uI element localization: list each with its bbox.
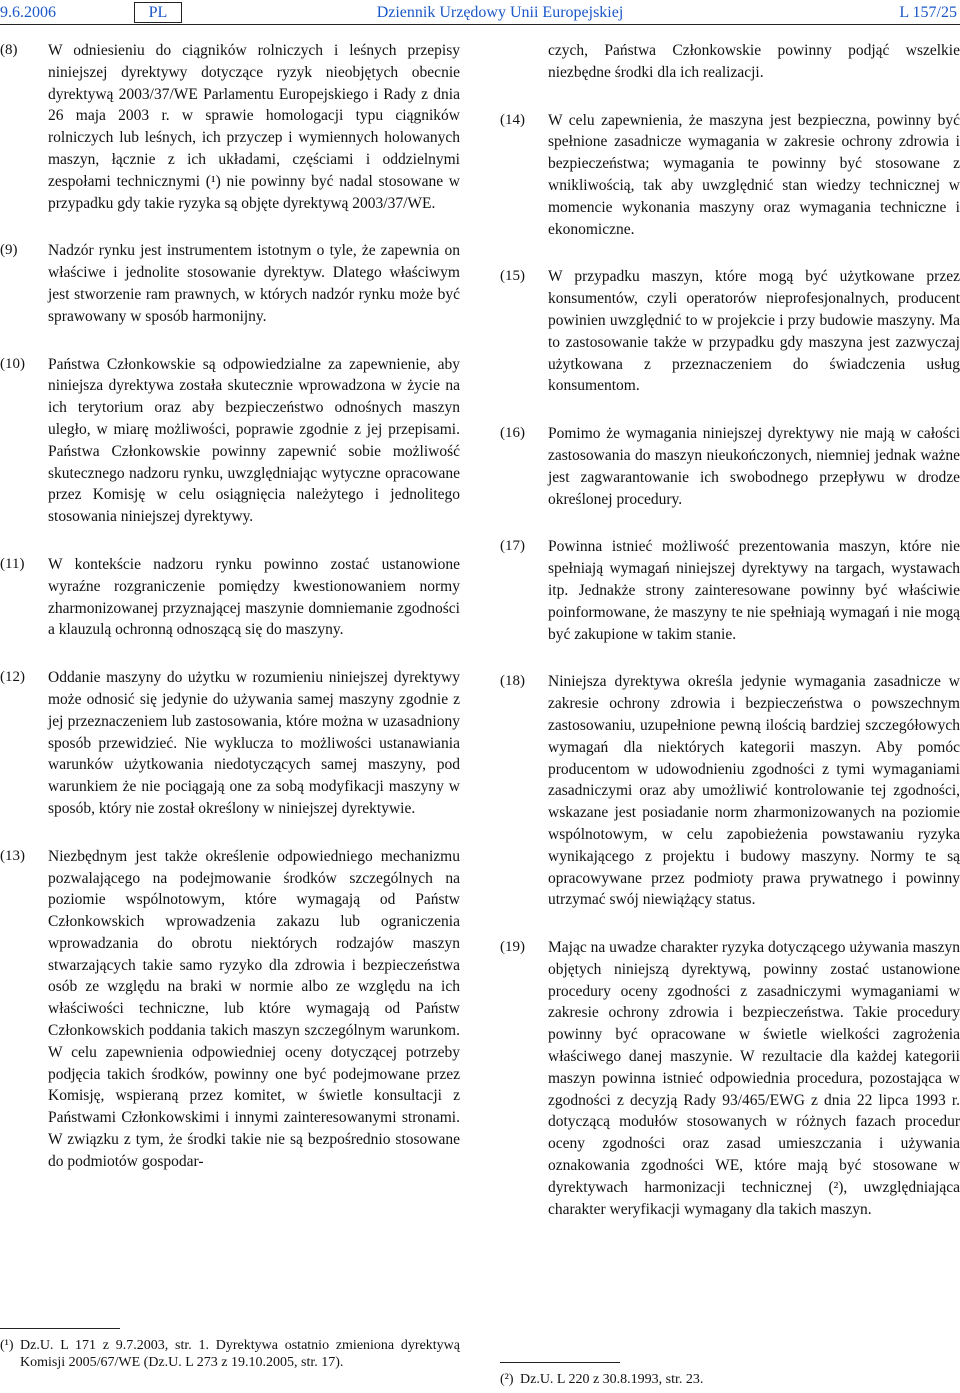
recital-number: (13) (0, 847, 25, 864)
recital-number: (10) (0, 355, 25, 372)
footnote-rule-right (500, 1362, 620, 1363)
recital-text: Nadzór rynku jest instrumentem istotnym o tyle, że zapewnia on właściwe i jednolite stosowanie dyrektyw. Dlatego właściwym jest stworzenie ram prawnych, w których nadzór rynku może być sprawowany w sposób harmonijny. (48, 242, 460, 325)
recital-text: Państwa Członkowskie są odpowiedzialne za zapewnienie, aby niniejsza dyrektywa została skutecznie wprowadzona w życie na ich terytorium oraz aby bezpieczeństwo odnośnych maszyn uległo, w miarę możliwości, poprawie zgodnie z jej przepisami. Państwa Członkowskie powinny zapewnić sobie możliwość skutecznego nadzoru rynku, uwzględniając wytyczne opracowane przez Komisję w celu osiągnięcia należytego i jednolitego stosowania niniejszej dyrektywy. (48, 355, 460, 526)
recital-text: W celu zapewnienia, że maszyna jest bezpieczna, powinny być spełnione zasadnicze wymagania w zakresie ochrony zdrowia i bezpieczeństwa; wymagania te powinny być stosowane z wnikliwością, tak aby uwzględnić stan wiedzy technicznej w momencie wykonania maszyny oraz wymagania techniczne i ekonomiczne. (548, 111, 960, 238)
recital-12 (0, 667, 460, 820)
recital-number: (14) (500, 111, 525, 128)
recital-text: Niniejsza dyrektywa określa jedynie wymagania zasadnicze w zakresie ochrony zdrowia i bezpieczeństwa o powszechnym zastosowaniu, uzupełnione pewną ilością bardziej szczegółowych wymagań dla niektórych kategorii maszyn. Aby pomóc producentom w udowodnieniu zgodności z tymi wymaganiami zasadniczymi oraz aby umożliwić kontrolowanie tej zgodności, wskazane jest posiadanie norm zharmonizowanych na poziomie wspólnotowym, w celu zapobieżenia powstawaniu ryzyka wynikającego z projektu i budowy maszyny. Normy te są opracowywane przez podmioty prawa prywatnego i powinny utrzymać swój niewiążący status. (548, 673, 960, 909)
recital-text: Niezbędnym jest także określenie odpowiedniego mechanizmu pozwalającego na podejmowanie środków szczególnych na poziomie wspólnotowym, które wymagają od Państw Członkowskich wprowadzenia zakazu lub ograniczenia wprowadzania do obrotu niektórych rodzajów maszyn stwarzających takie samo ryzyko dla zdrowia i bezpieczeństwa osób ze względu na braki w normie albo ze względu na ich właściwości techniczne, lub które wymagają od Państw Członkowskich poddania takich maszyn szczególnym warunkom. W celu zapewnienia odpowiedniej oceny dotyczącej potrzeby podjęcia takich środków, powinny one być podejmowane przez Komisję, wspieraną przez komitet, w świetle konsultacji z Państwami Członkowskimi i innymi zainteresowanymi stronami. W związku z tym, że środki takie nie są bezpośrednio stosowane do podmiotów gospodar- (48, 847, 460, 1170)
recital-text: W kontekście nadzoru rynku powinno zostać ustanowione wyraźne rozgraniczenie pomiędzy kwestionowaniem normy zharmonizowanej przyznającej maszynie domniemanie zgodności a klauzulą ochronną odnoszącą się do maszyny. (48, 555, 460, 639)
recital-10 (0, 354, 460, 528)
recital-number: (9) (0, 242, 18, 259)
recital-9 (0, 240, 460, 327)
page-number: L 157/25 (899, 4, 957, 21)
recital-text: W przypadku maszyn, które mogą być użytkowane przez konsumentów, czyli operatorów nieprofesjonalnych, producent powinien uwzględnić to w projekcie i przy budowie maszyny. Ma to zastosowanie także w przypadku gdy maszyna jest zazwyczaj użytkowana z przeznaczeniem do świadczenia usług konsumentom. (548, 268, 960, 395)
publication-date: 9.6.2006 (0, 4, 56, 21)
page-header (0, 0, 960, 24)
footnote-number: (²) (500, 1372, 514, 1387)
recital-number: (19) (500, 939, 525, 956)
recital-number: (17) (500, 538, 525, 555)
recital-17 (500, 536, 960, 645)
footnote-2 (500, 1372, 960, 1389)
recital-text: Pomimo że wymagania niniejszej dyrektywy nie mają w całości zastosowania do maszyn nieukończonych, niemniej jednak ważne jest zagwarantowanie ich swobodnego przepływu w drodze określonej procedury. (548, 425, 960, 508)
footnote-1 (0, 1338, 460, 1371)
recital-number: (16) (500, 425, 525, 442)
recital-number: (15) (500, 268, 525, 285)
recital-13 (0, 846, 460, 1173)
language-badge: PL (134, 2, 182, 23)
recital-text: Oddanie maszyny do użytku w rozumieniu niniejszej dyrektywy może odnosić się jedynie do używania samej maszyny zgodnie z jej przeznaczeniem lub zastosowania, które można w uzasadniony sposób przewidzieć. Nie wyklucza to możliwości ustanawiania warunków użytkowania niedotyczących samej maszyny, pod warunkiem że nie pociągają one za sobą modyfikacji maszyny w sposób, który nie został określony w niniejszej dyrektywie. (48, 669, 460, 817)
recital-number: (8) (0, 42, 18, 58)
recital-text: czych, Państwa Członkowskie powinny podjąć wszelkie niezbędne środki dla ich realizacji. (548, 42, 960, 81)
footnote-text: Dz.U. L 220 z 30.8.1993, str. 23. (520, 1372, 704, 1387)
recital-19 (500, 937, 960, 1220)
recital-text: Powinna istnieć możliwość prezentowania maszyn, które nie spełniają wymagań niniejszej dyrektywy na targach, wystawach itp. Jednakże strony zainteresowane powinny być właściwie poinformowane, że maszyny te nie spełniają wymagań i nie mogą być zakupione w takim stanie. (548, 538, 960, 643)
recital-16 (500, 423, 960, 510)
recital-number: (11) (0, 555, 25, 572)
recital-8 (0, 40, 460, 214)
footnote-rule-left (0, 1328, 120, 1329)
recital-11 (0, 554, 460, 641)
footnotes-left (0, 1338, 460, 1371)
recital-number: (12) (0, 669, 25, 686)
footnote-number: (¹) (0, 1338, 14, 1353)
journal-title: Dziennik Urzędowy Unii Europejskiej (376, 4, 624, 21)
footnote-text: Dz.U. L 171 z 9.7.2003, str. 1. Dyrektywa ostatnio zmieniona dyrektywą Komisji 2005/67/WE (Dz.U. L 273 z 19.10.2005, str. 17). (20, 1338, 460, 1370)
recital-number: (18) (500, 673, 525, 690)
footnotes-right (500, 1372, 960, 1389)
recital-text: Mając na uwadze charakter ryzyka dotyczącego używania maszyn objętych niniejszą dyrektywą, powinny zostać ustanowione procedury oceny zgodności z zasadniczymi wymaganiami w zakresie ochrony zdrowia i bezpieczeństwa. Takie procedury powinny być opracowane w świetle wielkości zagrożenia właściwego danej maszynie. W rezultacie dla każdej kategorii maszyn powinna istnieć odpowiednia procedura, pozostająca w zgodności z decyzją Rady 93/465/EWG z dnia 22 lipca 1993 r. dotyczącą modułów stosowanych w różnych fazach procedur oceny zgodności oraz zasad umieszczania i używania oznakowania zgodności WE, które mają być stosowane w dyrektywach harmonizacji technicznej (²), uwzględniająca charakter weryfikacji wymagany dla takich maszyn. (548, 939, 960, 1218)
recital-text: W odniesieniu do ciągników rolniczych i leśnych przepisy niniejszej dyrektywy dotyczące ryzyk nieobjętych obecnie dyrektywą 2003/37/WE Parlamentu Europejskiego i Rady z dnia 26 maja 2003 r. w sprawie homologacji typu ciągników rolniczych lub leśnych, ich przyczep i wymiennych holowanych maszyn, łącznie z ich układami, częściami i oddzielnymi zespołami technicznymi (¹) nie powinny być nadal stosowane w przypadku gdy takie ryzyka są objęte dyrektywą 2003/37/WE. (48, 42, 460, 212)
recital-15 (500, 266, 960, 397)
right-column (500, 40, 960, 1220)
recital-18 (500, 671, 960, 911)
header-rule (0, 24, 960, 25)
left-column (0, 40, 460, 1173)
recital-13-continued (500, 40, 960, 84)
recital-14 (500, 110, 960, 241)
